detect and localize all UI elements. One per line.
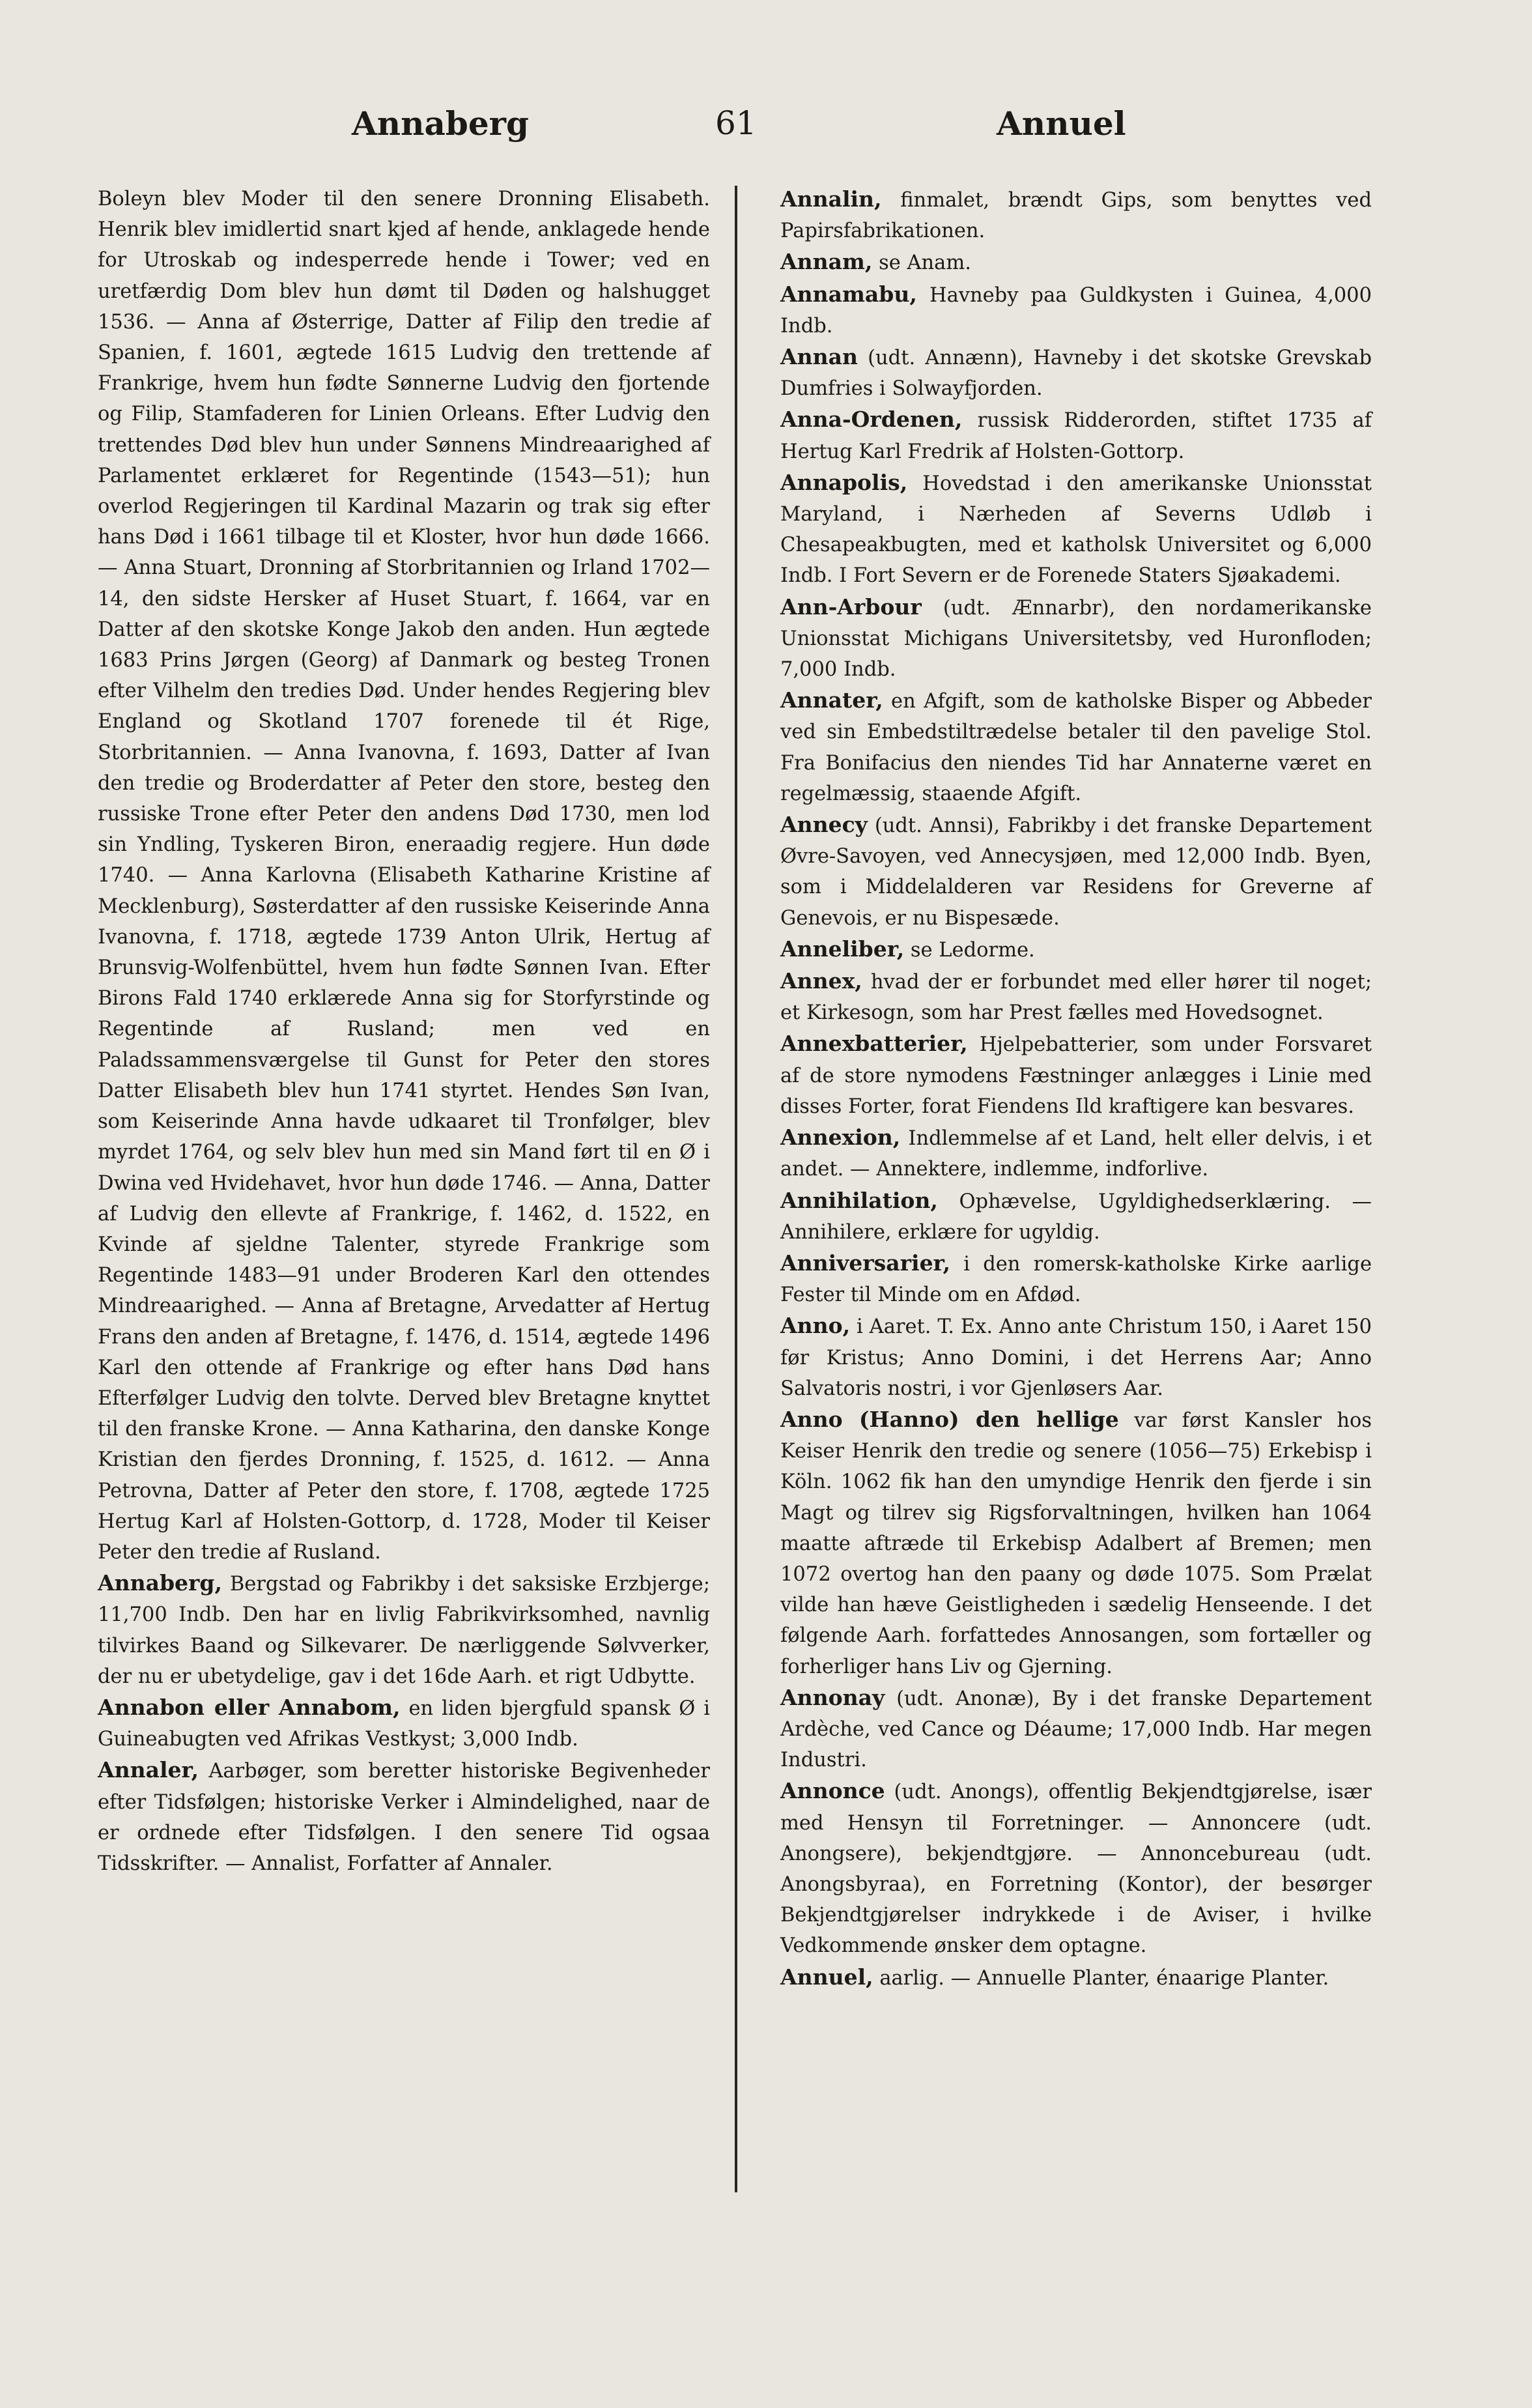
- page-number: 61: [715, 104, 757, 142]
- entry-text: russisk Ridderorden, stiftet 1735 af Hertug Karl Fredrik af Holsten-Gottorp.: [780, 409, 1372, 463]
- entry-ann-arbour: [780, 592, 1372, 685]
- entry-annan: [780, 341, 1372, 404]
- entry-text: Boleyn blev Moder til den senere Dronning Elisabeth. Henrik blev imidlertid snart kjed af hende, anklagede hende for Utroskab og indesperrede hende i Tower; ved en uretfærdig Dom blev hun dømt til Døden og halshugget 1536. — Anna af Østerrige, Datter af Filip den tredie af Spanien, f. 1601, ægtede 1615 Ludvig den trettende af Frankrige, hvem hun fødte Sønnerne Ludvig den fjortende og Filip, Stamfaderen for Linien Orleans. Efter Ludvig den trettendes Død blev hun under Sønnens Mindreaarighed af Parlamentet erklæret for Regentinde (1543—51); hun overlod Regjeringen til Kardinal Mazarin og trak sig efter hans Død i 1661 tilbage til et Kloster, hvor hun døde 1666. — Anna Stuart, Dronning af Storbritannien og Irland 1702—14, den sidste Hersker af Huset Stuart, f. 1664, var en Datter af den skotske Konge Jakob den anden. Hun ægtede 1683 Prins Jørgen (Georg) af Danmark og besteg Tronen efter Vilhelm den tredies Død. Under hendes Regjering blev England og Skotland 1707 forenede til ét Rige, Storbritannien. — Anna Ivanovna, f. 1693, Datter af Ivan den tredie og Broderdatter af Peter den store, besteg den russiske Trone efter Peter den andens Død 1730, men lod sin Yndling, Tyskeren Biron, eneraadig regjere. Hun døde 1740. — Anna Karlovna (Elisabeth Katharine Kristine af Mecklenburg), Søsterdatter af den russiske Keiserinde Anna Ivanovna, f. 1718, ægtede 1739 Anton Ulrik, Hertug af Brunsvig-Wolfenbüttel, hvem hun fødte Sønnen Ivan. Efter Birons Fald 1740 erklærede Anna sig for Storfyrstinde og Regentinde af Rusland; men ved en Paladssammensværgelse til Gunst for Peter den stores Datter Elisabeth blev hun 1741 styrtet. Hendes Søn Ivan, som Keiserinde Anna havde udkaaret til Tronfølger, blev myrdet 1764, og selv blev hun med sin Mand ført til en Ø i Dwina ved Hvidehavet, hvor hun døde 1746. — Anna, Datter af Ludvig den ellevte af Frankrige, f. 1462, d. 1522, en Kvinde af sjeldne Talenter, styrede Frankrige som Regentinde 1483—91 under Broderen Karl den ottendes Mindreaarighed. — Anna af Bretagne, Arvedatter af Hertug Frans den anden af Bretagne, f. 1476, d. 1514, ægtede 1496 Karl den ottende af Frankrige og efter hans Død hans Efterfølger Ludvig den tolvte. Derved blev Bretagne knyttet til den franske Krone. — Anna Katharina, den danske Konge Kristian den fjerdes Dronning, f. 1525, d. 1612. — Anna Petrovna, Datter af Peter den store, f. 1708, ægtede 1725 Hertug Karl af Holsten-Gottorp, d. 1728, Moder til Keiser Peter den tredie af Rusland.: [98, 188, 710, 1564]
- entry-anno-den-hellige: [780, 1404, 1372, 1682]
- entry-anno: [780, 1310, 1372, 1404]
- entry-headword: Annamabu,: [780, 281, 917, 307]
- entry-headword: Annam,: [780, 249, 873, 275]
- entry-annam: [780, 246, 1372, 278]
- entry-headword: Annapolis,: [780, 469, 908, 495]
- entry-headword: Annalin,: [780, 186, 882, 212]
- entry-anna-continued: [98, 184, 710, 1568]
- entry-text: Hovedstad i den amerikanske Unionsstat Maryland, i Nærheden af Severns Udløb i Chesapeakbugten, med et katholsk Universitet og 6,000 Indb. I Fort Severn er de Forenede Staters Sjøakademi.: [780, 472, 1372, 588]
- entry-text: Ophævelse, Ugyldighedserklæring. — Annihilere, erklære for ugyldig.: [780, 1190, 1372, 1244]
- entry-text: (udt. Annænn), Havneby i det skotske Grevskab Dumfries i Solwayfjorden.: [780, 347, 1372, 401]
- entry-text: finmalet, brændt Gips, som benyttes ved Papirsfabrikationen.: [780, 189, 1372, 243]
- entry-text: en Afgift, som de katholske Bisper og Abbeder ved sin Embedstiltrædelse betaler til den pavelige Stol. Fra Bonifacius den niendes Tid har Annaterne været en regelmæssig, staaende Afgift.: [780, 690, 1372, 805]
- header-right-guideword: Annuel: [997, 104, 1126, 143]
- entry-headword: Annexbatterier,: [780, 1031, 968, 1057]
- entry-annalin: [780, 184, 1372, 246]
- entry-annaler: [98, 1755, 710, 1879]
- entry-headword: Ann-Arbour: [780, 594, 922, 620]
- left-column: [98, 184, 710, 1879]
- entry-headword: Annecy: [780, 812, 868, 838]
- entry-text: var først Kansler hos Keiser Henrik den tredie og senere (1056—75) Erkebisp i Köln. 1062 fik han den umyndige Henrik den fjerde i sin Magt og tilrev sig Rigsforvaltningen, hvilken han 1064 maatte aftræde til Erkebisp Adalbert af Bremen; men 1072 overtog han den paany og døde 1075. Som Prælat vilde han hæve Geistligheden i sædelig Henseende. I det følgende Aarh. forfattedes Annosangen, som fortæller og forherliger hans Liv og Gjerning.: [780, 1409, 1372, 1678]
- entry-headword: Annaberg,: [98, 1570, 222, 1596]
- entry-headword: Annan: [780, 344, 858, 370]
- entry-headword: Annabon eller Annabom,: [98, 1694, 401, 1720]
- entry-text: Indlemmelse af et Land, helt eller delvis, i et andet. — Annektere, indlemme, indforlive.: [780, 1127, 1372, 1181]
- entry-annecy: [780, 809, 1372, 934]
- entry-headword: Anno,: [780, 1313, 851, 1339]
- entry-annaberg: [98, 1568, 710, 1692]
- entry-text: Bergstad og Fabrikby i det saksiske Erzbjerge; 11,700 Indb. Den har en livlig Fabrikvirksomhed, navnlig tilvirkes Baand og Silkevarer. De nærliggende Sølvverker, der nu er ubetydelige, gav i det 16de Aarh. et rigt Udbytte.: [98, 1573, 710, 1688]
- entry-headword: Annaler,: [98, 1757, 199, 1783]
- entry-headword: Anneliber,: [780, 936, 905, 962]
- entry-anneliber: [780, 934, 1372, 966]
- entry-headword: Annexion,: [780, 1125, 901, 1151]
- header-left-guideword: Annaberg: [352, 104, 529, 143]
- entry-text: Havneby paa Guldkysten i Guinea, 4,000 Indb.: [780, 283, 1372, 337]
- entry-headword: Annonay: [780, 1684, 885, 1710]
- entry-headword: Annex,: [780, 968, 862, 994]
- entry-headword: Annonce: [780, 1778, 885, 1804]
- entry-annater: [780, 685, 1372, 809]
- entry-headword: Anno (Hanno) den hellige: [780, 1406, 1119, 1432]
- entry-annex: [780, 966, 1372, 1028]
- entry-headword: Anniversarier,: [780, 1250, 951, 1276]
- entry-anna-ordenen: [780, 404, 1372, 466]
- entry-annamabu: [780, 279, 1372, 341]
- entry-annihilation: [780, 1185, 1372, 1248]
- entry-text: (udt. Anonæ), By i det franske Departement Ardèche, ved Cance og Déaume; 17,000 Indb. Har megen Industri.: [780, 1687, 1372, 1772]
- page-header: [98, 104, 1126, 156]
- entry-headword: Anna-Ordenen,: [780, 407, 963, 433]
- entry-anniversarier: [780, 1248, 1372, 1310]
- entry-annexbatterier: [780, 1028, 1372, 1122]
- entry-text: Aarbøger, som beretter historiske Begivenheder efter Tidsfølgen; historiske Verker i Almindelighed, naar de er ordnede efter Tidsfølgen. I den senere Tid ogsaa Tidsskrifter. — Annalist, Forfatter af Annaler.: [98, 1760, 710, 1875]
- entry-text: hvad der er forbundet med eller hører til noget; et Kirkesogn, som har Prest fælles med Hovedsognet.: [780, 971, 1372, 1025]
- entry-text: i den romersk-katholske Kirke aarlige Fester til Minde om en Afdød.: [780, 1252, 1372, 1307]
- entry-headword: Annihilation,: [780, 1187, 938, 1213]
- entry-text: (udt. Anongs), offentlig Bekjendtgjørelse, især med Hensyn til Forretninger. — Annoncere (udt. Anongsere), bekjendtgjøre. — Annoncebureau (udt. Anongsbyraa), en Forretning (Kontor), der besørger Bekjendtgjørelser indrykkede i de Aviser, i hvilke Vedkommende ønsker dem optagne.: [780, 1781, 1372, 1958]
- entry-annonce: [780, 1775, 1372, 1961]
- entry-text: (udt. Annsi), Fabrikby i det franske Departement Øvre-Savoyen, ved Annecysjøen, med 12,000 Indb. Byen, som i Middelalderen var Residens for Greverne af Genevois, er nu Bispesæde.: [780, 814, 1372, 930]
- entry-annexion: [780, 1122, 1372, 1184]
- column-divider: [735, 186, 737, 2192]
- entry-text: se Ledorme.: [910, 938, 1035, 962]
- entry-text: i Aaret. T. Ex. Anno ante Christum 150, i Aaret 150 før Kristus; Anno Domini, i det Herrens Aar; Anno Salvatoris nostri, i vor Gjenløsers Aar.: [780, 1315, 1372, 1400]
- entry-text: se Anam.: [879, 251, 971, 275]
- entry-annabon: [98, 1692, 710, 1755]
- entry-headword: Annuel,: [780, 1964, 873, 1990]
- right-column: [780, 184, 1372, 1994]
- entry-annonay: [780, 1682, 1372, 1776]
- entry-annuel: [780, 1962, 1372, 1994]
- entry-annapolis: [780, 467, 1372, 592]
- entry-text: (udt. Ænnarbr), den nordamerikanske Unionsstat Michigans Universitetsby, ved Huronfloden; 7,000 Indb.: [780, 596, 1372, 681]
- entry-text: en liden bjergfuld spansk Ø i Guineabugten ved Afrikas Vestkyst; 3,000 Indb.: [98, 1697, 710, 1751]
- entry-text: Hjelpebatterier, som under Forsvaret af de store nymodens Fæstninger anlægges i Linie med disses Forter, forat Fiendens Ild kraftigere kan besvares.: [780, 1033, 1372, 1118]
- entry-text: aarlig. — Annuelle Planter, énaarige Planter.: [879, 1966, 1329, 1990]
- entry-headword: Annater,: [780, 687, 883, 713]
